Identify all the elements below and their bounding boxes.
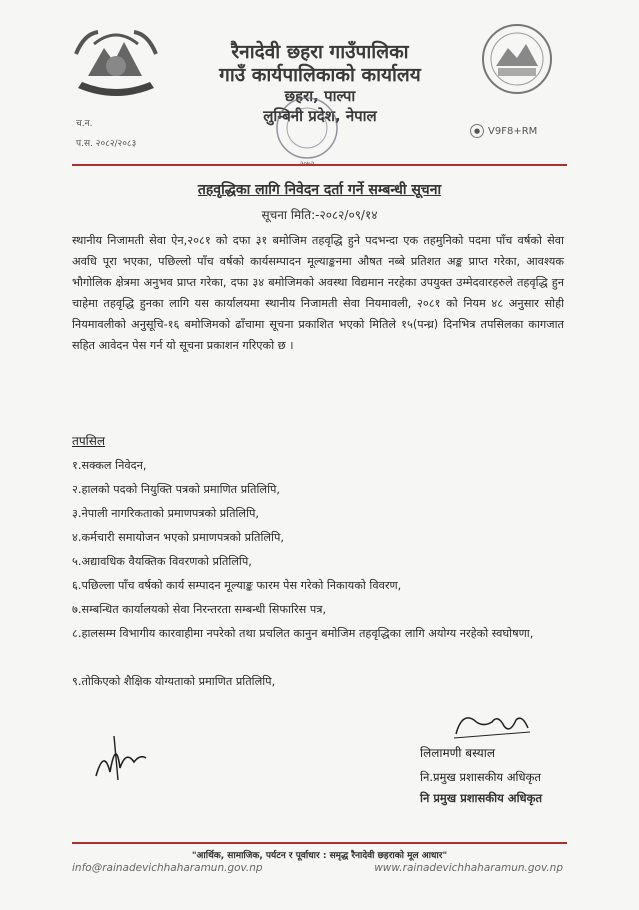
list-item: ९.तोकिएको शैक्षिक योग्यताको प्रमाणित प्रतिलिपि, — [72, 675, 276, 688]
signatory-post: नि.प्रमुख प्रशासकीय अधिकृत — [420, 770, 541, 784]
plus-code-text: V9F8+RM — [488, 125, 538, 137]
plus-code — [470, 124, 537, 138]
list-item: ५.अद्यावधिक वैयक्तिक विवरणको प्रतिलिपि, — [72, 555, 252, 568]
list-item: ६.पछिल्ला पाँच वर्षको कार्य सम्पादन मूल्याङ्क फारम पेस गरेको निकायको विवरण, — [72, 579, 402, 592]
footer-slogan: "आर्थिक, सामाजिक, पर्यटन र पूर्वाधार : समृद्ध रैनादेवी छहराको मूल आधार" — [191, 851, 448, 861]
document-list — [72, 455, 564, 695]
list-item: ८.हालसम्म विभागीय कारवाहीमा नपरेको तथा प्रचलित कानुन बमोजिम तहवृद्धिका लागि अयोग्य नरहेको स्वघोषणा, — [72, 627, 534, 640]
header-divider — [72, 164, 567, 166]
footer-divider — [72, 842, 567, 844]
header-address: छहरा, पाल्पा — [284, 87, 356, 105]
reference-cha: च.न. — [76, 119, 93, 129]
nepal-emblem-icon — [70, 24, 162, 106]
handwritten-signature-right — [452, 708, 534, 744]
list-item: १.सक्कल निवेदन, — [72, 459, 147, 472]
handwritten-signature-left — [90, 728, 150, 784]
municipality-logo-icon — [480, 22, 554, 96]
header-province: लुम्बिनी प्रदेश, नेपाल — [263, 107, 377, 125]
office-stamp — [268, 92, 346, 170]
notice-title: तहवृद्धिका लागि निवेदन दर्ता गर्ने सम्बन्धी सूचना — [197, 182, 442, 198]
header-municipality-name: रैनादेवी छहरा गाउँपालिका — [231, 41, 409, 63]
notice-body: स्थानीय निजामती सेवा ऐन,२०८१ को दफा ३१ बमोजिम तहवृद्धि हुने पदभन्दा एक तहमुनिको पदमा पाँच वर्षको सेवा अवधि पूरा भएका, पछिल्लो पाँच वर्षको कार्यसम्पादन मूल्याङ्कनमा औषत नब्बे प्रतिशत अङ्क प्राप्त गरेका, आवश्यक भौगोलिक क्षेत्रमा अनुभव प्राप्त गरेका, दफा ३४ बमोजिमको अवस्था विद्यमान नरहेका उपयुक्त उम्मेदवारहरुले तहवृद्धि हुन चाहेमा तहवृद्धि हुनका लागि यस कार्यालयमा स्थानीय निजामती सेवा नियमावली, २०८१ को नियम ४८ अनुसार सोही नियमावलीको अनुसूचि-१६ बमोजिमको ढाँचामा सूचना प्रकाशित भएको मितिले १५(पन्ध्र) दिनभित्र तपसिलका कागजात सहित आवेदन पेस गर्न यो सूचना प्रकाशन गरिएको छ । — [72, 234, 564, 352]
reference-fiscal-year: प.स. २०८२/२०८३ — [76, 139, 137, 149]
location-pin-icon: ● — [470, 124, 484, 138]
signatory-stamp: नि प्रमुख प्रशासकीय अधिकृत — [420, 791, 543, 805]
notice-date: सूचना मिति:-२०८२/०९/१४ — [261, 208, 378, 222]
footer-website: www.rainadevichhaharamun.gov.np — [374, 862, 563, 874]
list-item: ४.कर्मचारी समायोजन भएको प्रमाणपत्रको प्रतिलिपि, — [72, 531, 284, 544]
tapasil-heading: तपसिल — [72, 434, 106, 448]
list-item: २.हालको पदको नियुक्ति पत्रको प्रमाणित प्रतिलिपि, — [72, 483, 281, 496]
signatory-name: लिलामणी बस्याल — [420, 746, 495, 760]
list-item: ३.नेपाली नागरिकताको प्रमाणपत्रको प्रतिलिपि, — [72, 507, 260, 520]
footer-email: info@rainadevichhaharamun.gov.np — [72, 862, 263, 874]
list-item: ७.सम्बन्धित कार्यालयको सेवा निरन्तरता सम्बन्धी सिफारिस पत्र, — [72, 603, 327, 616]
header-office-name: गाउँ कार्यपालिकाको कार्यालय — [219, 64, 421, 86]
